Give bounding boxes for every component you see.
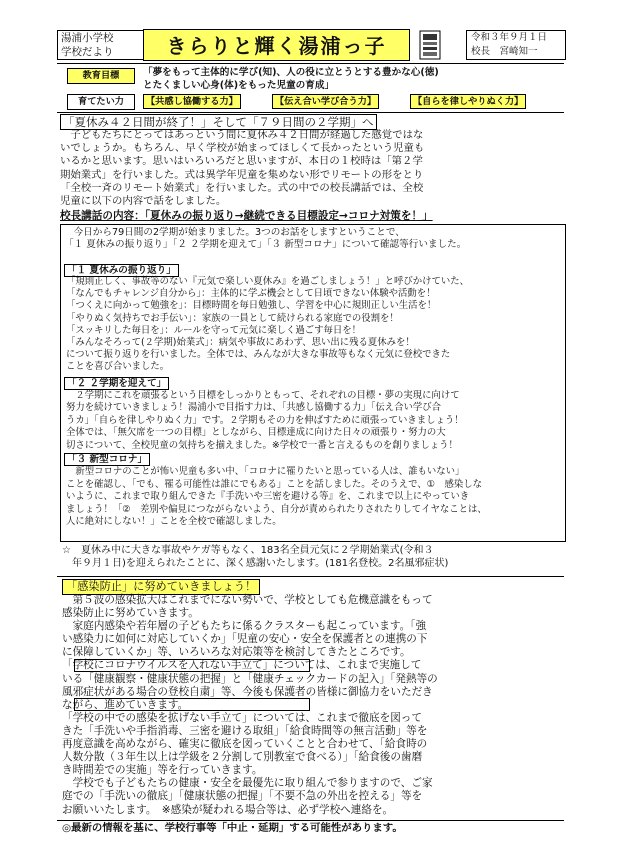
sec1-title-text: 「夏休み４２日間が終了！」そして「７９日間の２学期」へ xyxy=(60,114,377,130)
sec1-line: 子どもたちにとってはあっという間に夏休み４２日間が経過した感覚ではな xyxy=(60,129,424,141)
term-line: 全体では、「無欠席を一つの目標」としながら、目標達成に向けた日々の頑張り・努力の大 xyxy=(66,427,446,439)
sec2-h2: 「２ ２学期を迎えて」 xyxy=(64,377,169,390)
corona-line: いように、これまで取り組んできた『手洗いや三密を避ける等』を、これまで以上にやっていき xyxy=(66,491,470,503)
term-line: 切さについて、全校児童の気持ちを揃えました。※学校で一番と言えるものを創りましょう！ xyxy=(66,439,458,451)
summer-line: 「みんなそろって(２学期)始業式」：病気や事故にあわず、思い出に残る夏休みを！ xyxy=(66,337,415,349)
infection-line: 感染防止に努めていきます。 xyxy=(62,607,199,620)
infection-line: 風邪症状がある場合の登校自粛」等、今後も保護者の皆様に御協力をいただき xyxy=(62,685,433,698)
sec2-p2 xyxy=(66,390,562,452)
sec1-line: いでしょうか。もちろん、早く学校が始まってほしくて長かったという児童も xyxy=(60,142,425,155)
sec2-h1: 「１ 夏休みの振り返り」 xyxy=(64,264,179,277)
school-name-box xyxy=(57,30,145,60)
term-line: ２学期にこれを頑張るという目標をしっかりともって、それぞれの目標・夢の実現に向けて xyxy=(66,390,460,401)
newsletter-title: きらりと輝く湯浦っ子 xyxy=(143,29,410,61)
footer-rule xyxy=(57,820,564,821)
infection-line: 家庭内感染や若年層の子どもたちに係るクラスターも起こっています。「強 xyxy=(62,620,427,633)
infection-line: きた「手洗いや手指消毒、三密を避ける取組」「給食時間等の無言活動」等を xyxy=(62,724,428,737)
infection-line: 第５波の感染拡大はこれまでにない勢いで、学校としても危機意識をもって xyxy=(62,594,433,606)
infection-line: お願いいたします。 ※感染が疑われる場合等は、必ず学校へ連絡を。 xyxy=(62,803,394,816)
sec2-intro-line: 今日から79日間の2学期が始まりました。3つのお話をしますということで、 xyxy=(64,227,405,238)
school-name: 湯浦小学校 xyxy=(61,32,114,44)
newsletter-name: 学校だより xyxy=(61,46,114,58)
edu-goal-line1: 「夢をもって主体的に学び(知)、人の役に立とうとする豊かな心(徳) xyxy=(143,67,439,78)
corona-line: 人に絶対にしない！」ことを全校で確認しました。 xyxy=(66,516,282,528)
sec1-line: 「全校一斉のリモート始業式」を行いました。式の中での校長講話では、全校 xyxy=(60,181,424,194)
sec2-p3 xyxy=(66,466,562,529)
no-spread-measures-frame xyxy=(74,698,310,711)
school-emblem-icon xyxy=(418,29,442,61)
corona-line: ましょう！「② 差別や偏見につながらないよう、自分が責められたりされたりしてイヤなことは、 xyxy=(66,503,487,515)
note-rule xyxy=(57,576,564,577)
no-entry-measures-frame xyxy=(74,659,310,672)
issue-date: 令和３年９月１日 xyxy=(471,32,548,43)
summer-line: 「なんでもチャレンジ自分から」：主体的に学ぶ機会として日頃できない体験や活動を！ xyxy=(66,288,436,300)
power-1: 【共感し協働する力】 xyxy=(143,94,241,109)
term-line: 努力を続けていきましょう！湯浦小で目指す力は、「共感し協働する力」「伝え合い学び合 xyxy=(66,402,441,414)
infection-line: 庭での「手洗いの徹底」「健康状態の把握」「不要不急の外出を控える」等を xyxy=(62,790,423,803)
infection-line: き時間差での実施」等を行っていきます。 xyxy=(62,764,263,777)
summer-line: について振り返りを行いました。全体では、みんなが大きな事故等もなく元気に登校できた xyxy=(66,349,451,361)
edu-goal-line2: とたくましい心身(体)をもった児童の育成」 xyxy=(143,80,335,91)
summer-line: 「つくえに向かって勉強を」：目標時間を毎日勉強し、学習を中心に規則正しい生活を！ xyxy=(66,300,437,312)
target-power-label: 育てたい力 xyxy=(67,94,135,110)
infection-line: ながら、進めていきます。 xyxy=(62,698,189,711)
edu-goal-text xyxy=(143,66,565,92)
sec1-line: いるかと思います。思いはいろいろだと思いますが、本日の１校時は「第２学 xyxy=(60,155,423,168)
term-line: うカ」「自らを律しやりぬく力」です。２学期もその力を伸ばすために頑張っていきましょう！ xyxy=(66,414,464,426)
infection-line: 「学校の中での感染を拡げない手立て」については、これまで徹底を図って xyxy=(62,711,422,724)
sec3-title: 「感染防止」に努めていきましょう！ xyxy=(62,579,260,595)
power-2: 【伝え合い学び合う力】 xyxy=(272,94,379,109)
corona-line: 新型コロナのことが怖い児童も多い中、「コロナに罹りたいと思っている人は、誰もいない」 xyxy=(66,466,465,477)
infection-line: 人数分散（３年生以上は学級を２分割して別教室で食べる）」「給食後の歯磨 xyxy=(62,751,423,764)
corona-line: ことを確認し、「でも、罹る可能性は誰にでもある」ことを話しました。そのうえで、① 感染しな xyxy=(66,478,483,490)
sec2-intro xyxy=(64,227,562,251)
header-rule xyxy=(57,63,564,64)
sec2-title: 校長講話の内容：「夏休みの振り返り→継続できる目標設定→コロナ対策を！」 xyxy=(60,210,433,222)
infection-line: 再度意識を高めながら、確実に徹底を図っていくことと合わせて、「給食時の xyxy=(62,738,428,751)
note-line: ☆ 夏休み中に大きな事故やケガ等もなく、183名全員元気に２学期始業式(令和３ xyxy=(62,545,434,556)
summer-line: 「スッキリした毎日を」：ルールを守って元気に楽しく過ごす毎日を！ xyxy=(66,324,362,336)
principal-name: 校長 宮崎知一 xyxy=(471,46,538,57)
edu-goal-label: 教育目標 xyxy=(67,68,135,84)
goals-rule xyxy=(57,112,564,113)
power-3: 【自らを律しやりぬく力】 xyxy=(410,94,526,109)
infection-line: い感染力に如何に対応していくか」「児童の安心・安全を保護者との連携の下 xyxy=(62,633,428,646)
sec2-h3: 「３ 新型コロナ」 xyxy=(64,453,150,466)
summer-line: 「規則正しく、事故等のない『元気で楽しい夏休み』を過ごしましょう！」と呼びかけていた、 xyxy=(66,276,469,287)
note-line: 年９月１日)を迎えられたことに、深く感謝いたします。(181名登校。2名風邪症状) xyxy=(62,558,449,569)
footer-notice: ◎最新の情報を基に、学校行事等「中止・延期」する可能性があります。 xyxy=(62,822,403,834)
infection-line: に保障していくか」等、いろいろな対応策等を検討してきたところです。 xyxy=(62,646,411,659)
attendance-note xyxy=(62,544,566,570)
infection-line: 「学校にコロナウイルスを入れない手立て」については、これまで実施して xyxy=(62,659,422,672)
summer-line: ことを喜び合いました。 xyxy=(66,361,170,373)
sec2-p1 xyxy=(66,276,562,374)
sec1-body xyxy=(60,129,566,208)
sec1-line: 児童に以下の内容で話をしました。 xyxy=(60,195,227,208)
sec2-intro-line: 「１ 夏休みの振り返り」「２ ２学期を迎えて」「３ 新型コロナ」について確認等行いました。 xyxy=(64,239,467,251)
sec1-line: 期始業式」を行いました。式は異学年児童を集めない形でリモートの形をとり xyxy=(60,168,424,181)
date-box xyxy=(466,30,566,60)
summer-line: 「やりぬく気持ちでお手伝い」：家族の一員として続けられる家庭での役割を！ xyxy=(66,312,399,324)
infection-line: いる「健康観察・健康状態の把握」と「健康チェックカードの記入」「発熱等の xyxy=(62,672,438,685)
infection-line: 学校でも子どもたちの健康・安全を最優先に取り組んで参りますので、ご家 xyxy=(62,777,433,790)
sec1-title xyxy=(60,114,377,130)
